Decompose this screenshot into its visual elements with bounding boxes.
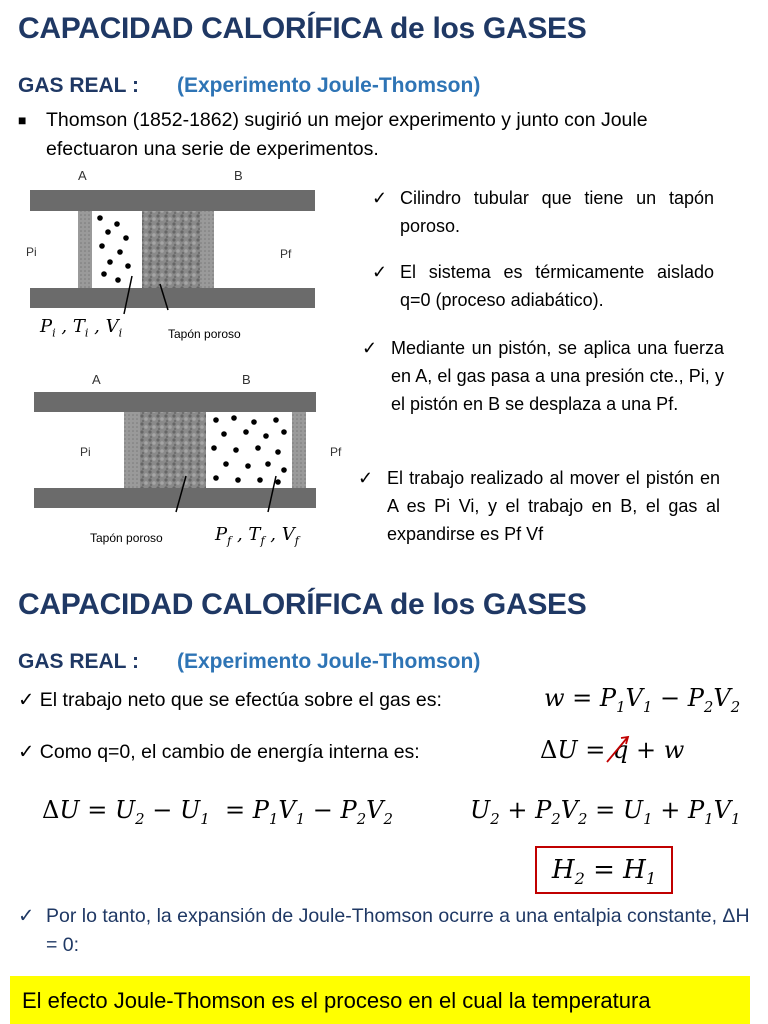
state-initial: $P_i$ , $T_i$ , $V_i$ [40,316,123,340]
delta-u-equation: $\Delta U = U_2 - U_1 = P_1V_1 - P_2V_2$ [42,796,393,828]
check-icon: ✓ [18,741,35,763]
enthalpy-box: $H_2 = H_1$ [535,846,673,894]
energy-line [18,738,420,767]
subtitle-gas-real: GAS REAL : [18,650,139,673]
porous-plug [140,412,206,488]
check-icon: ✓ [372,262,388,282]
cylinder-wall-bottom [30,288,315,308]
caption-porous-plug: Tapón poroso [168,327,241,341]
piston-b [292,412,306,488]
subtitle-experiment: (Experimento Joule-Thomson) [176,650,481,673]
label-pi: Pi [26,245,37,259]
conclusion: ✓ Por lo tanto, la expansión de Joule-Thomson ocurre a una entalpia constante, ΔH = 0: [18,902,750,960]
cylinder-wall-top [30,190,315,211]
slide1-bullet [18,106,738,164]
porous-plug [142,211,200,288]
label-a: A [92,372,101,387]
cylinder-wall-bottom [34,488,316,508]
square-bullet-icon: ■ [18,112,27,128]
piston-a [78,211,92,288]
cylinder-wall-top [34,392,316,412]
piston-a [124,412,140,488]
label-b: B [234,168,243,183]
label-pf: Pf [330,445,342,459]
enthalpy-rearranged: $U_2 + P_2V_2 = U_1 + P_1V_1$ [470,796,741,828]
label-b: B [242,372,251,387]
state-final: $P_f$ , $T_f$ , $V_f$ [215,524,299,548]
strike-arrow-icon [605,734,631,764]
subtitle-experiment: (Experimento Joule-Thomson) [176,74,481,97]
check-icon: ✓ [18,689,35,711]
slide2-subtitle [18,650,480,674]
work-line [18,686,442,715]
work-text: El trabajo neto que se efectúa sobre el gas es: [39,689,442,711]
check-icon: ✓ [372,188,388,208]
check-icon: ✓ [362,338,378,358]
slide1-title: CAPACIDAD CALORÍFICA de los GASES [18,12,587,45]
bullet-text: Thomson (1852-1862) sugirió un mejor experimento y junto con Joule efectuaron una serie de experimentos. [46,109,648,160]
check-icon: ✓ [358,468,374,488]
slide2-title: CAPACIDAD CALORÍFICA de los GASES [18,588,587,621]
check-item-3: ✓ Mediante un pistón, se aplica una fuerza en A, el gas pasa a una presión cte., Pi, y el pistón en B se desplaza a una Pf. [362,334,724,418]
subtitle-gas-real: GAS REAL : [18,74,139,97]
check-item-2: ✓ El sistema es térmicamente aislado q=0 (proceso adiabático). [372,258,714,314]
label-a: A [78,168,87,183]
label-pi: Pi [80,445,91,459]
check-item-4: ✓ El trabajo realizado al mover el pistón en A es Pi Vi, y el trabajo en B, el gas al expandirse es Pf Vf [358,464,720,548]
energy-equation: ΔU = q + w [540,736,685,764]
work-equation: $w = P_1V_1 - P_2V_2$ [544,684,741,716]
check-item-1: ✓ Cilindro tubular que tiene un tapón poroso. [372,184,714,240]
highlight-box [10,976,750,1024]
label-pf: Pf [280,247,292,261]
caption-porous-plug: Tapón poroso [90,531,163,545]
slide1-subtitle [18,74,480,98]
piston-b [200,211,214,288]
check-icon: ✓ [18,905,35,927]
energy-text: Como q=0, el cambio de energía interna es: [39,741,420,763]
highlight-text: El efecto Joule-Thomson es el proceso en el cual la temperatura [22,988,651,1013]
